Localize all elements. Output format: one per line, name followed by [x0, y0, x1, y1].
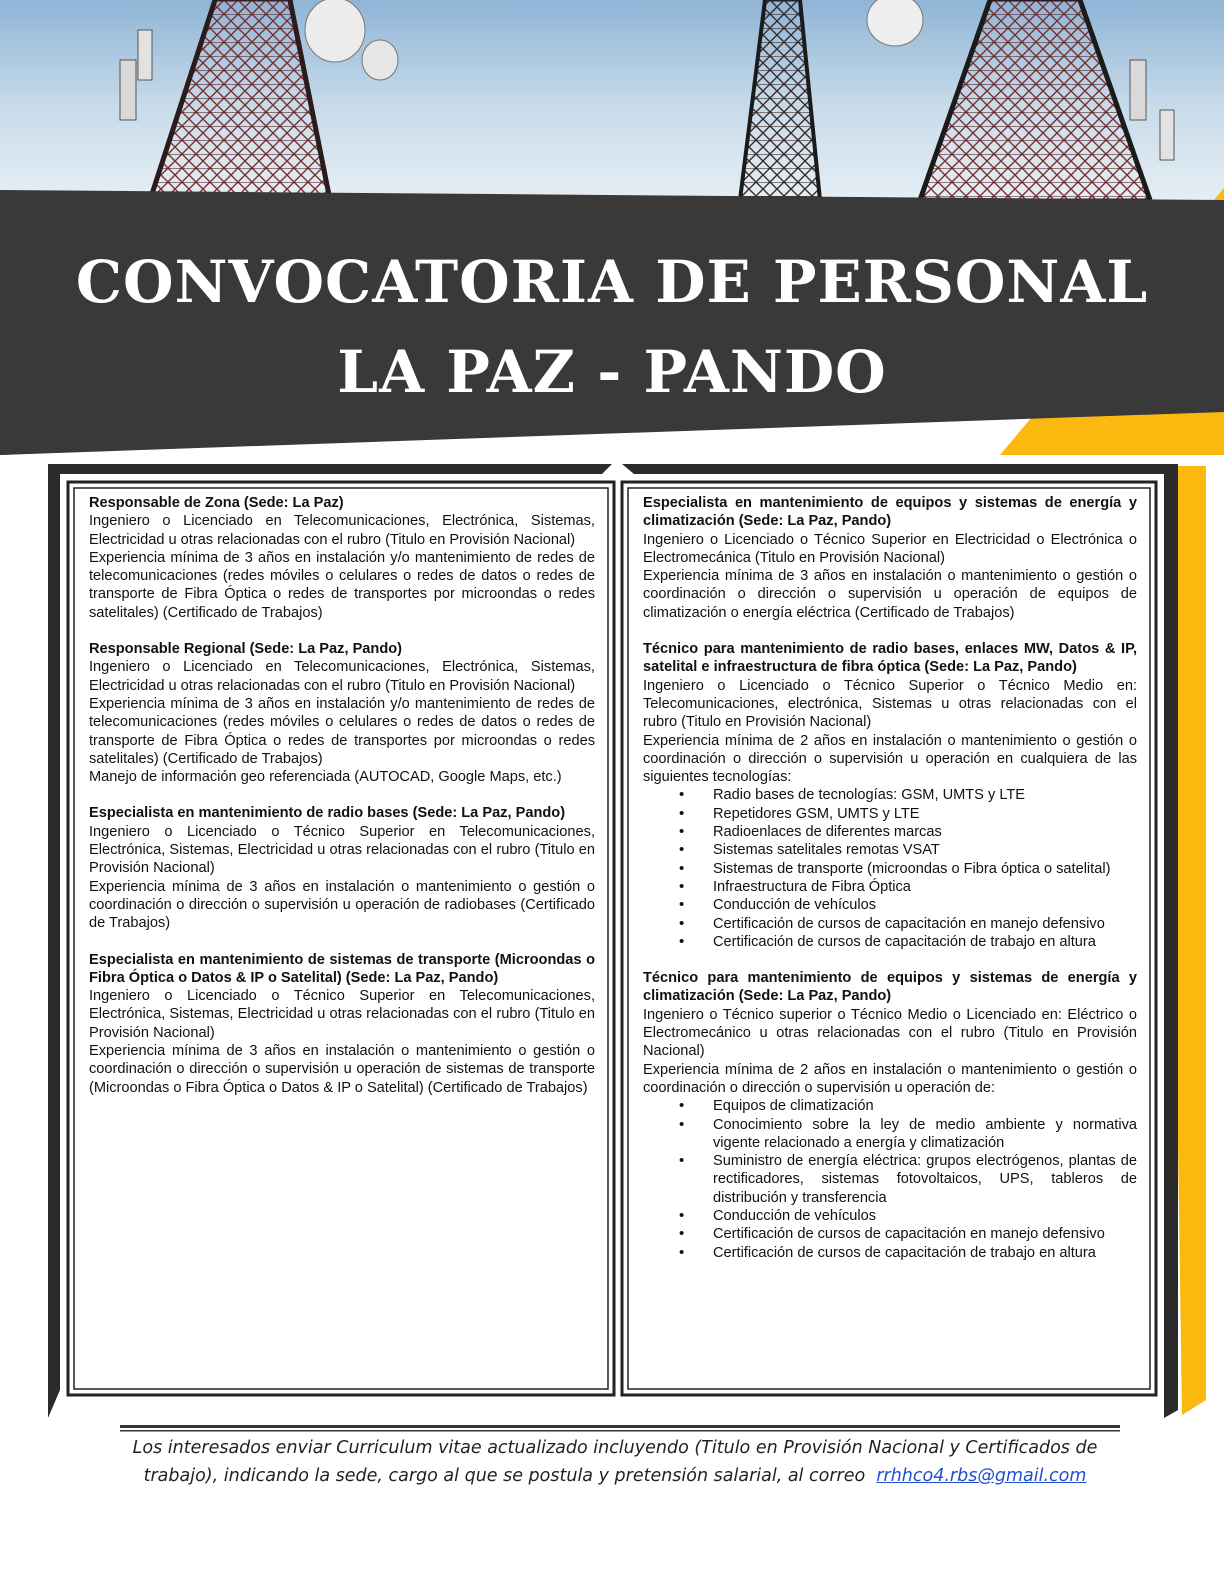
job-responsable-zona [89, 494, 595, 622]
banner-background [0, 180, 1224, 470]
page-subtitle: LA PAZ - PANDO [337, 338, 887, 406]
list-item: • Conducción de vehículos [713, 896, 1137, 914]
list-item: • Radio bases de tecnologías: GSM, UMTS y LTE [713, 786, 1137, 804]
list-item: • Equipos de climatización [713, 1097, 1137, 1115]
list-item: • Sistemas de transporte (microondas o Fibra óptica o satelital) [713, 860, 1137, 878]
job-title: Responsable de Zona (Sede: La Paz) [89, 495, 344, 511]
list-item: • Conocimiento sobre la ley de medio ambiente y normativa vigente relacionado a energía y climatización [713, 1116, 1137, 1153]
job-requirement: Experiencia mínima de 3 años en instalación o mantenimiento o gestión o coordinación o dirección o supervisión u operación de sistemas de transporte (Microondas o Fibra Óptica o Datos & IP o Satelital) (Certificado de Trabajos) [89, 1043, 595, 1096]
technology-list [643, 1097, 1137, 1262]
job-tecnico-radio-bases [643, 640, 1137, 951]
job-requirement: Ingeniero o Licenciado o Técnico Superior en Electricidad o Electrónica o Electromecánica (Titulo en Provisión Nacional) [643, 531, 1137, 566]
job-title: Responsable Regional (Sede: La Paz, Pando) [89, 641, 403, 658]
job-responsable-regional [89, 640, 595, 786]
list-item: • Sistemas satelitales remotas VSAT [713, 841, 1137, 859]
job-title: Especialista en mantenimiento de sistemas de transporte (Microondas o Fibra Óptica o Datos & IP o Satelital) (Sede: La Paz, Pando) [89, 951, 595, 986]
job-tecnico-energia [643, 969, 1137, 1262]
email-link[interactable]: rrhhco4.rbs@gmail.com [876, 1466, 1087, 1486]
job-especialista-energia [643, 494, 1137, 622]
list-item: • Certificación de cursos de capacitación en manejo defensivo [713, 1225, 1137, 1243]
job-requirement: Experiencia mínima de 3 años en instalación o mantenimiento o gestión o coordinación o dirección o supervisión u operación de radiobases (Certificado de Trabajos) [89, 878, 595, 932]
job-requirement: Ingeniero o Licenciado en Telecomunicaciones, Electrónica, Sistemas, Electricidad u otras relacionadas con el rubro (Titulo en Provisión Nacional) [89, 659, 595, 694]
technology-list [643, 786, 1137, 951]
list-item: • Certificación de cursos de capacitación de trabajo en altura [713, 1244, 1137, 1262]
job-title: Técnico para mantenimiento de equipos y sistemas de energía y climatización (Sede: La Paz, Pando) [643, 970, 1137, 1005]
right-column [643, 494, 1137, 1280]
page-title: CONVOCATORIA DE PERSONAL [75, 248, 1149, 316]
footer-instructions [110, 1434, 1120, 1490]
list-item: • Infraestructura de Fibra Óptica [713, 878, 1137, 896]
footer-text: Los interesados enviar Curriculum vitae actualizado incluyendo (Titulo en Provisión Nacional y Certificados de trabajo), indicando la sede, cargo al que se postula y pretensión salarial, al correo [132, 1438, 1098, 1486]
list-item: • Radioenlaces de diferentes marcas [713, 823, 1137, 841]
list-item: • Suministro de energía eléctrica: grupos electrógenos, plantas de rectificadores, sistemas fotovoltaicos, UPS, tableros de distribución y transferencia [713, 1152, 1137, 1207]
job-requirement: Ingeniero o Licenciado o Técnico Superior en Telecomunicaciones, Electrónica, Sistemas, Electricidad u otras relacionadas con el rubro (Titulo en Provisión Nacional) [89, 988, 595, 1041]
footer-divider [120, 1425, 1120, 1433]
list-item: • Repetidores GSM, UMTS y LTE [713, 805, 1137, 823]
list-item: • Certificación de cursos de capacitación de trabajo en altura [713, 933, 1137, 951]
job-requirement: Experiencia mínima de 2 años en instalación o mantenimiento o gestión o coordinación o dirección o supervisión u operación de: [643, 1061, 1137, 1096]
job-requirement: Ingeniero o Licenciado en Telecomunicaciones, Electrónica, Sistemas, Electricidad u otras relacionadas con el rubro (Titulo en Provisión Nacional) [89, 513, 595, 548]
job-requirement: Ingeniero o Licenciado o Técnico Superior en Telecomunicaciones, Electrónica, Sistemas, Electricidad u otras relacionadas con el rubro (Titulo en Provisión Nacional) [89, 823, 595, 877]
job-title: Especialista en mantenimiento de radio bases (Sede: La Paz, Pando) [89, 805, 566, 822]
job-requirement: Ingeniero o Técnico superior o Técnico Medio o Licenciado en: Eléctrico o Electromecánico u otras relacionadas con el rubro (Titulo en Provisión Nacional) [643, 1006, 1137, 1060]
job-requirement: Experiencia mínima de 3 años en instalación y/o mantenimiento de redes de telecomunicaciones (redes móviles o celulares o redes de datos o redes de transporte de Fibra Óptica o redes de transportes por microondas o redes satelitales) (Certificado de Trabajos) [89, 549, 595, 621]
job-requirement: Experiencia mínima de 2 años en instalación o mantenimiento o gestión o coordinación o dirección o supervisión u operación en cualquiera de las siguientes tecnologías: [643, 732, 1137, 786]
job-especialista-radio-bases [89, 804, 595, 932]
list-item: • Conducción de vehículos [713, 1207, 1137, 1225]
left-column [89, 494, 595, 1115]
job-especialista-transporte [89, 951, 595, 1097]
job-requirement: Experiencia mínima de 3 años en instalación y/o mantenimiento de redes de telecomunicaciones (redes móviles o celulares o redes de datos o redes de transporte de Fibra Óptica o redes de transportes por microondas o redes satelitales) (Certificado de Trabajos) [89, 695, 595, 767]
job-title: Técnico para mantenimiento de radio bases, enlaces MW, Datos & IP, satelital e infraestructura de fibra óptica (Sede: La Paz, Pando) [643, 641, 1137, 676]
job-requirement: Manejo de información geo referenciada (AUTOCAD, Google Maps, etc.) [89, 769, 562, 786]
job-requirement: Experiencia mínima de 3 años en instalación o mantenimiento o gestión o coordinación o dirección o supervisión u operación de equipos de climatización o energía eléctrica (Certificado de Trabajos) [643, 568, 1137, 621]
list-item: • Certificación de cursos de capacitación en manejo defensivo [713, 915, 1137, 933]
hero-towers-image [0, 0, 1224, 200]
job-title: Especialista en mantenimiento de equipos y sistemas de energía y climatización (Sede: La Paz, Pando) [643, 495, 1137, 530]
job-requirement: Ingeniero o Licenciado o Técnico Superior o Técnico Medio en: Telecomunicaciones, electrónica, Sistemas u otras relacionadas con el rubro (Titulo en Provisión Nacional) [643, 677, 1137, 731]
